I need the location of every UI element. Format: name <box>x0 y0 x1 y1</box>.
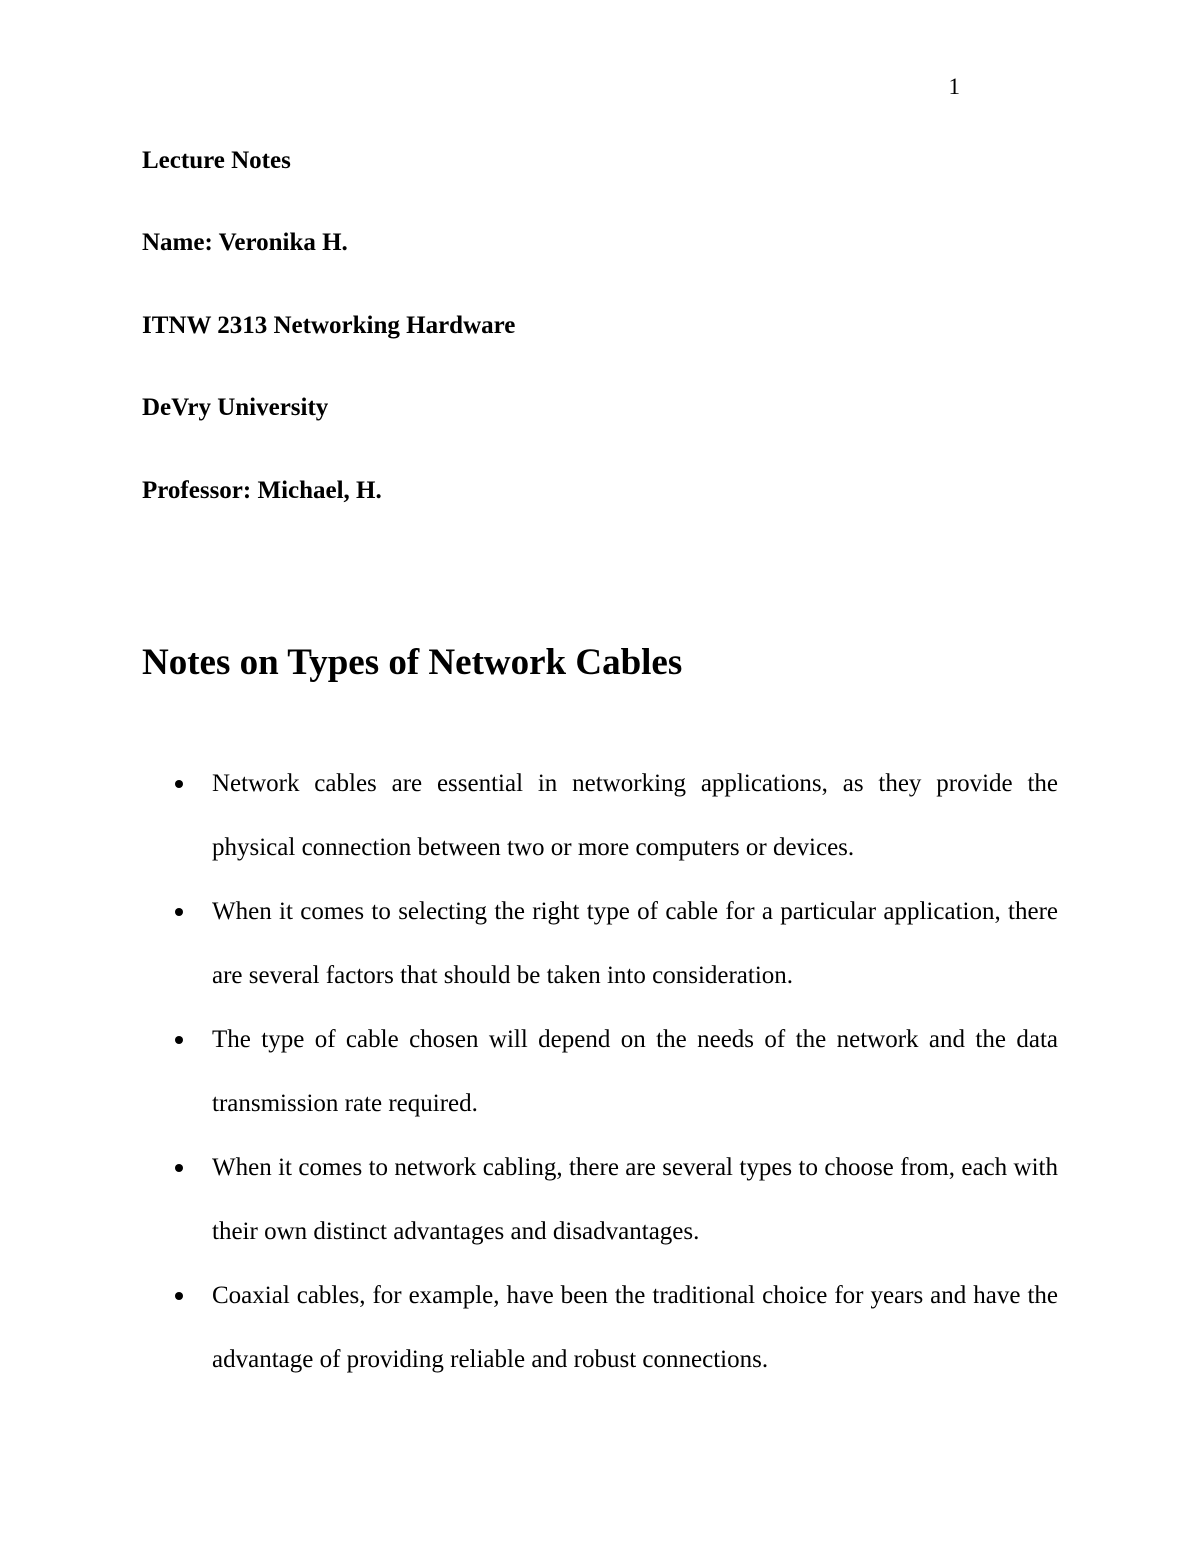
bullet-text: When it comes to selecting the right type of cable for a particular application, there are several factors that should be taken into consideration. <box>212 898 1058 989</box>
header-professor: Professor: Michael, H. <box>142 477 382 504</box>
list-item <box>142 752 1058 880</box>
bullet-list <box>142 752 1058 1392</box>
list-item <box>142 1136 1058 1264</box>
bullet-text: Network cables are essential in networking applications, as they provide the physical connection between two or more computers or devices. <box>212 770 1058 861</box>
list-item <box>142 1008 1058 1136</box>
page-number: 1 <box>948 74 960 99</box>
bullet-icon <box>175 908 183 916</box>
header-lecture-notes: Lecture Notes <box>142 147 291 174</box>
bullet-text: Coaxial cables, for example, have been the traditional choice for years and have the advantage of providing reliable and robust connections. <box>212 1282 1058 1373</box>
header-student-name: Name: Veronika H. <box>142 229 348 256</box>
bullet-icon <box>175 1164 183 1172</box>
list-item <box>142 1264 1058 1392</box>
bullet-icon <box>175 1036 183 1044</box>
bullet-text: The type of cable chosen will depend on the needs of the network and the data transmission rate required. <box>212 1026 1058 1117</box>
list-item <box>142 880 1058 1008</box>
bullet-icon <box>175 1292 183 1300</box>
header-university: DeVry University <box>142 394 329 421</box>
document-title: Notes on Types of Network Cables <box>142 642 683 683</box>
bullet-text: When it comes to network cabling, there are several types to choose from, each with their own distinct advantages and disadvantages. <box>212 1154 1058 1245</box>
bullet-icon <box>175 780 183 788</box>
header-course: ITNW 2313 Networking Hardware <box>142 312 516 339</box>
